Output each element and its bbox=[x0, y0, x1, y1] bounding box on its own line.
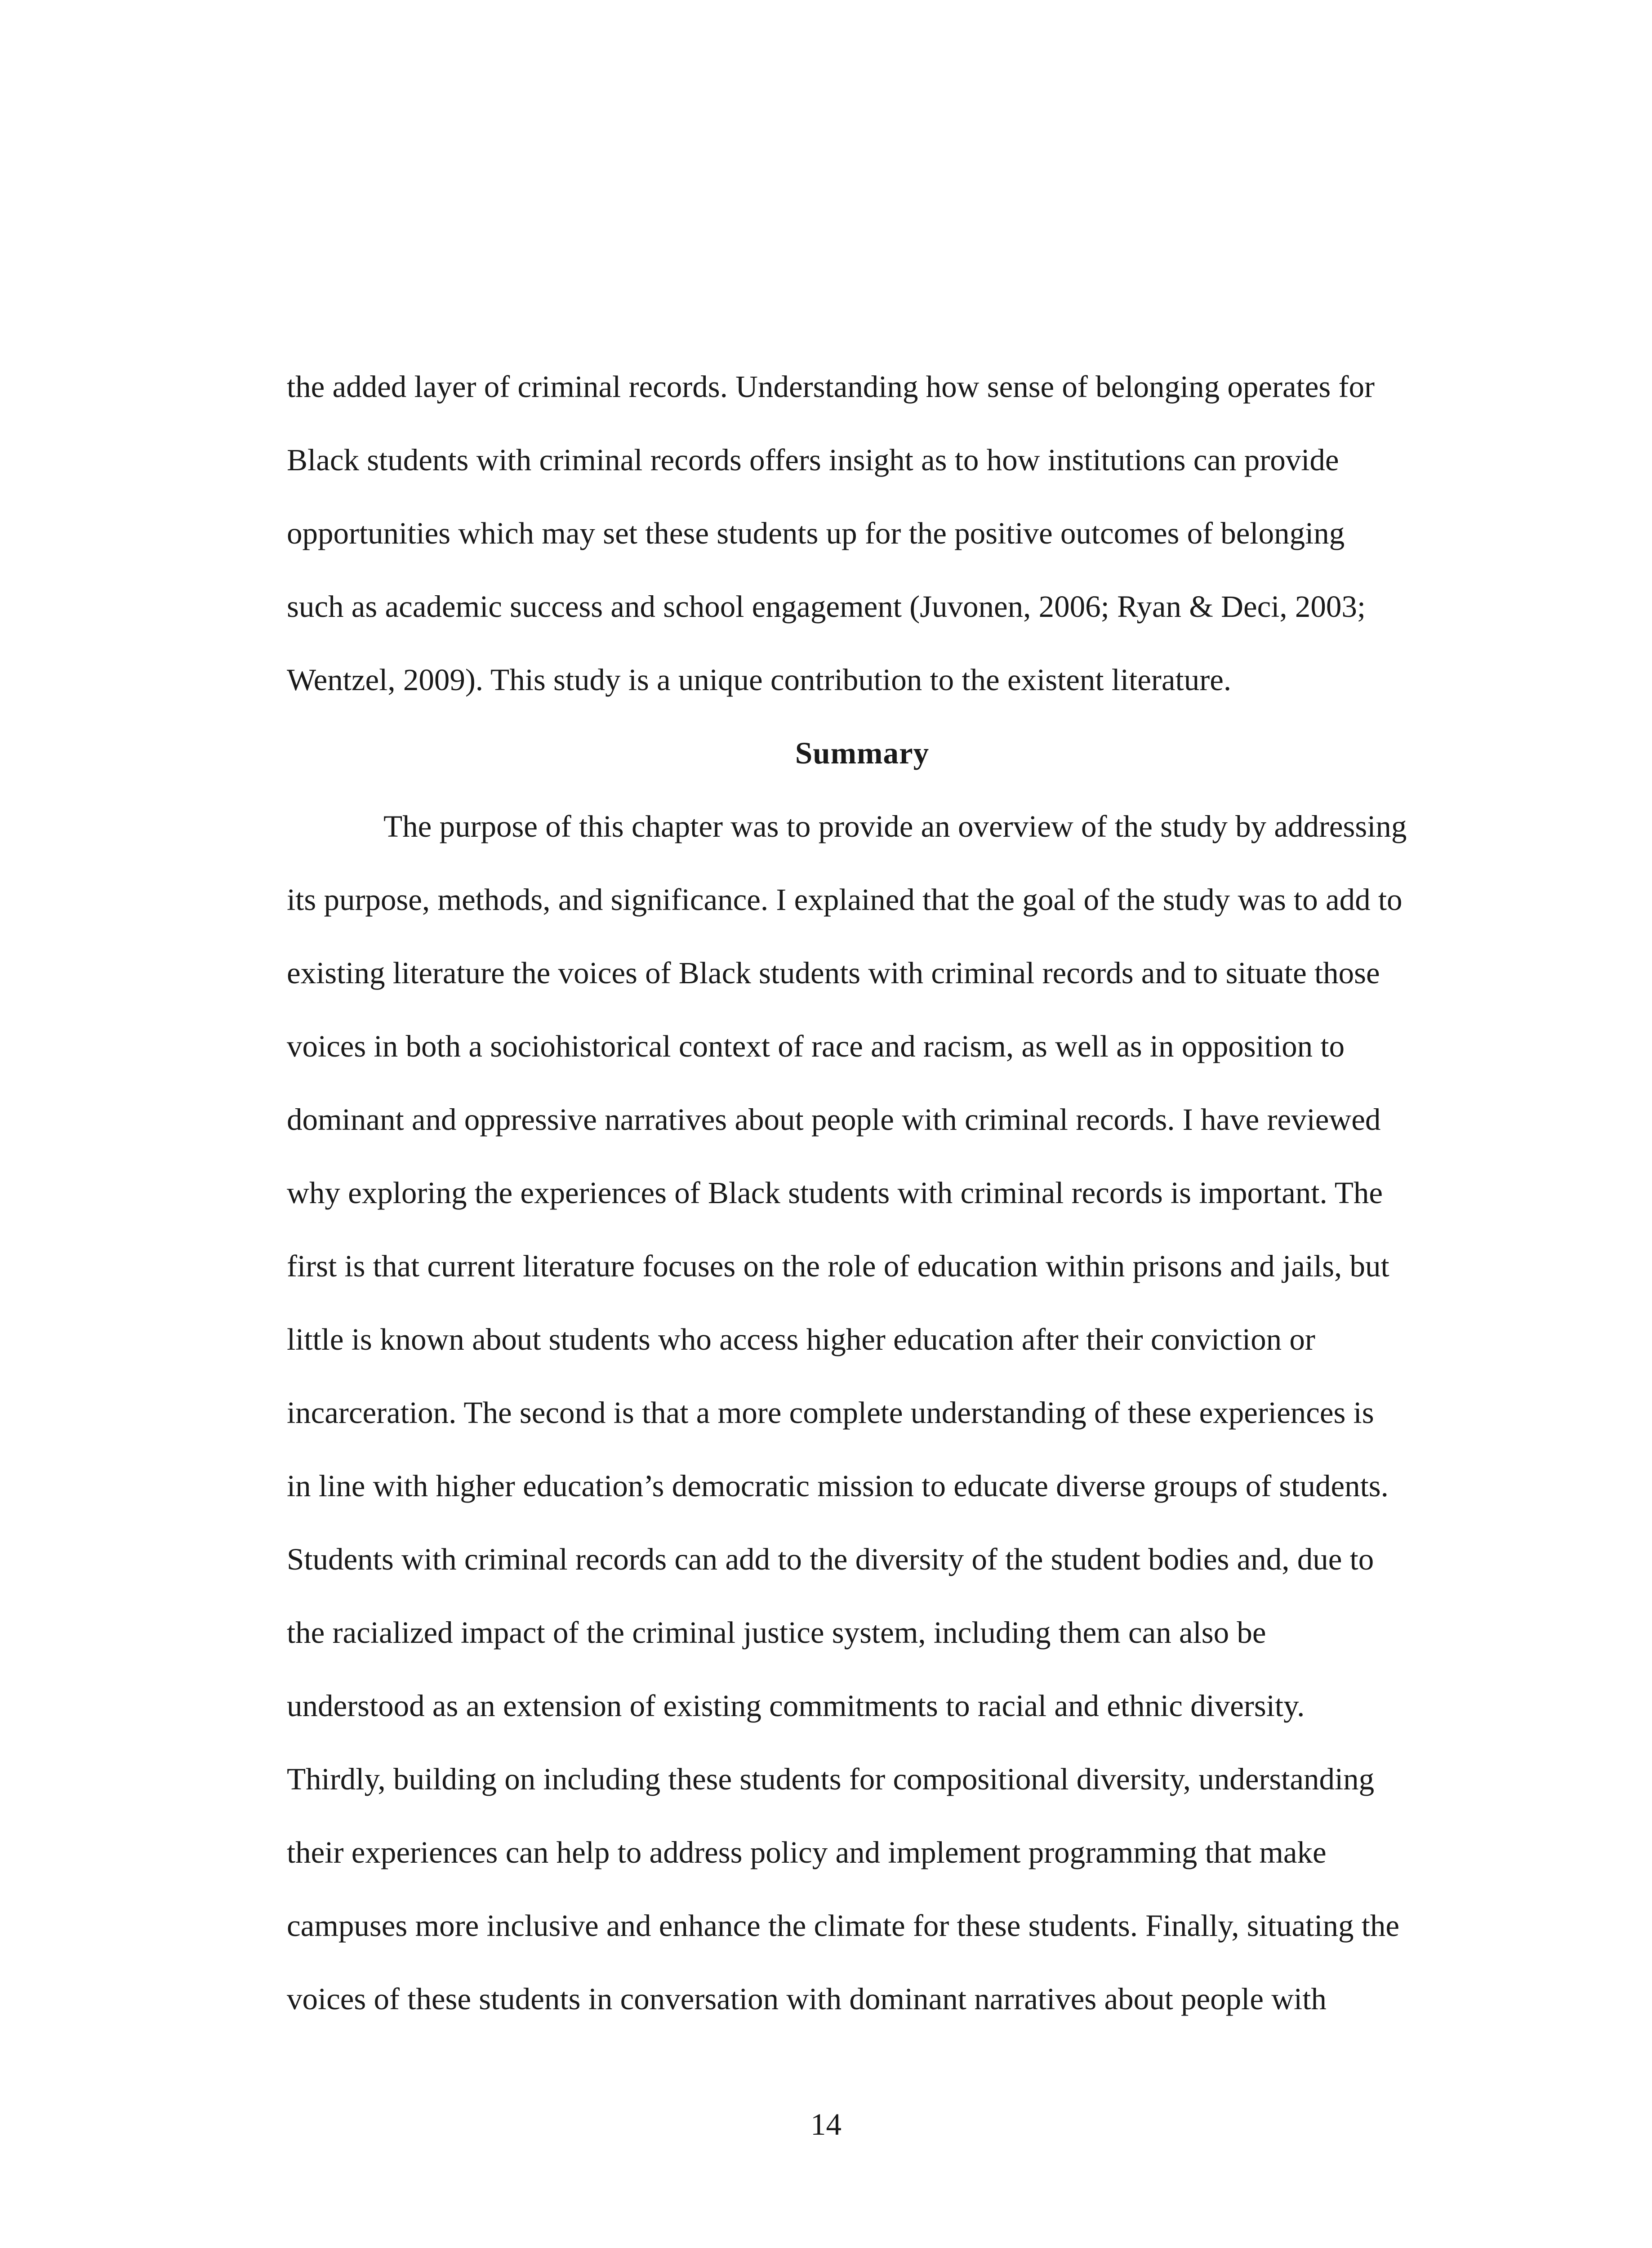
text-line: incarceration. The second is that a more complete understanding of these experiences is bbox=[287, 1396, 1374, 1430]
text-line: dominant and oppressive narratives about people with criminal records. I have reviewed bbox=[287, 1102, 1381, 1137]
text-line: such as academic success and school engagement (Juvonen, 2006; Ryan & Deci, 2003; bbox=[287, 589, 1366, 624]
text-line: voices in both a sociohistorical context of race and racism, as well as in opposition to bbox=[287, 1029, 1345, 1063]
text-line: the added layer of criminal records. Understanding how sense of belonging operates for bbox=[287, 370, 1375, 404]
text-line: Thirdly, building on including these students for compositional diversity, understanding bbox=[287, 1762, 1375, 1796]
text-line: voices of these students in conversation with dominant narratives about people with bbox=[287, 1982, 1327, 2016]
text-line: Students with criminal records can add to the diversity of the student bodies and, due to bbox=[287, 1542, 1374, 1576]
text-line: first is that current literature focuses on the role of education within prisons and jails, but bbox=[287, 1249, 1389, 1283]
text-line: Wentzel, 2009). This study is a unique contribution to the existent literature. bbox=[287, 663, 1232, 697]
text-line: existing literature the voices of Black students with criminal records and to situate those bbox=[287, 956, 1380, 990]
text-line: in line with higher education’s democratic mission to educate diverse groups of students. bbox=[287, 1469, 1389, 1503]
text-line: why exploring the experiences of Black students with criminal records is important. The bbox=[287, 1176, 1383, 1210]
text-line: opportunities which may set these students up for the positive outcomes of belonging bbox=[287, 516, 1345, 550]
text-line: campuses more inclusive and enhance the climate for these students. Finally, situating the bbox=[287, 1909, 1400, 1943]
page-number: 14 bbox=[810, 2107, 842, 2141]
text-line: little is known about students who access higher education after their conviction or bbox=[287, 1322, 1315, 1356]
section-heading: Summary bbox=[795, 736, 930, 770]
text-line: its purpose, methods, and significance. I explained that the goal of the study was to add to bbox=[287, 883, 1403, 917]
text-line: The purpose of this chapter was to provide an overview of the study by addressing bbox=[383, 809, 1407, 843]
text-line: understood as an extension of existing commitments to racial and ethnic diversity. bbox=[287, 1689, 1305, 1723]
text-line: the racialized impact of the criminal justice system, including them can also be bbox=[287, 1615, 1266, 1650]
text-line: their experiences can help to address policy and implement programming that make bbox=[287, 1835, 1327, 1869]
text-line: Black students with criminal records offers insight as to how institutions can provide bbox=[287, 443, 1339, 477]
